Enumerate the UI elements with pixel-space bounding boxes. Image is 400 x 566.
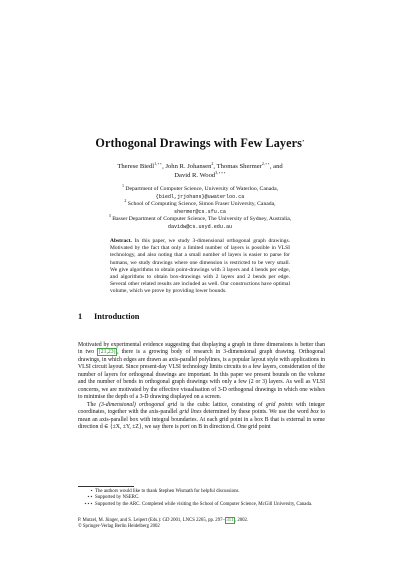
- publisher-info: [78, 518, 325, 531]
- affiliation-2: $^2$ School of Computing Science, Simon Fraser University, Canada, shermer@cs.sfu.ca: [124, 198, 276, 215]
- abstract: [110, 238, 290, 296]
- email-3[interactable]: davidw@cs.usyd.edu.au: [167, 223, 233, 230]
- footnotes: [78, 489, 325, 508]
- footnote-3: ⋆⋆⋆ Supported by the ARC. Completed while visiting the School of Computer Science, McGill University, Canada.: [83, 501, 313, 507]
- author-separator: , and: [269, 163, 283, 170]
- paper-title: [0, 136, 400, 151]
- author-wood-affil: 3,⋆⋆⋆: [215, 169, 226, 175]
- paragraph-2: The (3-dimensional) orthogonal grid is the cubic lattice, consisting of grid points with integer coordinates, together with the axis-parallel grid lines determined by these points. We use the word box to mean an axis-parallel box with integral boundaries. At each grid point in a box B that is external in some direction d ∈ {±X, ±Y, ±Z}, we say there is port on B in direction d. One grid point: [78, 401, 325, 430]
- author-biedl: Therese Biedl: [117, 163, 155, 170]
- author-biedl-affil: 1,⋆⋆: [154, 160, 163, 166]
- publisher-citation: P. Mutzel, M. Jünger, and S. Leipert (Eds.): GD 2001, LNCS 2265, pp. 297– 311 , 2002.: [78, 518, 249, 523]
- footnote-1: ⋆ The authors would like to thank Stephen Wismath for helpful discussions.: [89, 489, 240, 494]
- author-wood: David R. Wood: [174, 172, 216, 179]
- body-text: [78, 342, 325, 431]
- footnote-2: ⋆⋆ Supported by NSERC.: [86, 495, 140, 501]
- abstract-text: In this paper, we study 3-dimensional orthogonal graph drawings. Motivated by the fact that only a limited number of layers is possible in VLSI technology, and also noting that a small number of layers is easier to parse for humans, we study drawings where one dimension is restricted to be very small. We give algorithms to obtain point-drawings with 3 layers and 4 bends per edge, and algorithms to obtain box-drawings with 2 layers and 2 bends per edge. Several other related results are included as well. Our constructions have optimal volume, which we prove by providing lower bounds.: [110, 238, 290, 295]
- affiliation-3: $^3$ Basser Department of Computer Science, The University of Sydney, Australia, davidw@cs.usyd.edu.au: [108, 213, 292, 230]
- author-shermer: , Thomas Shermer: [213, 163, 262, 170]
- title-text: Orthogonal Drawings with Few Layers: [95, 136, 302, 150]
- author-shermer-affil: 2,⋆⋆: [261, 160, 270, 166]
- abstract-label: Abstract.: [110, 238, 132, 244]
- paragraph-1: Motivated by experimental evidence suggesting that displaying a graph in three dimensions is better than in two [21,23] , there is a growing body of research in 3-dimensional graph drawing. Orthogonal drawings, in which edges are drawn as axis-parallel polylines, is a popular layout style with applications in VLSI circuit layout. Since present-day VLSI technology limits circuits to a few layers, consideration of the number of layers for orthogonal drawings are important. In this paper we present bounds on the volume and the number of bends in orthogonal graph drawings with only a few (2 or 3) layers. As well as VLSI concerns, we are motivated by the effective visualisation of 3-D orthogonal drawings in which one wishes to minimise the depth of a 3-D drawing displayed on a screen.: [78, 342, 325, 401]
- title-footnote-mark: ⋆: [302, 137, 305, 143]
- citation-link[interactable]: [21,23]: [98, 349, 116, 356]
- affiliation-1: $^1$ Department of Computer Science, University of Waterloo, Canada, {biedl,jrjohans}@uwaterloo.ca: [121, 183, 279, 200]
- author-list: [80, 162, 320, 180]
- author-johansen-affil: 2: [211, 160, 214, 166]
- footnote-rule: [78, 486, 134, 487]
- section-heading: [78, 312, 139, 321]
- affiliation-list: [70, 183, 330, 232]
- page-link[interactable]: 311: [226, 518, 234, 523]
- section-number: 1: [78, 312, 83, 321]
- email-1[interactable]: {biedl,jrjohans}@uwaterloo.ca: [155, 193, 245, 200]
- section-title: Introduction: [94, 312, 140, 321]
- copyright: © Springer-Verlag Berlin Heidelberg 2002: [78, 524, 160, 530]
- email-2[interactable]: shermer@cs.sfu.ca: [174, 208, 226, 215]
- author-johansen: , John R. Johansen: [162, 163, 212, 170]
